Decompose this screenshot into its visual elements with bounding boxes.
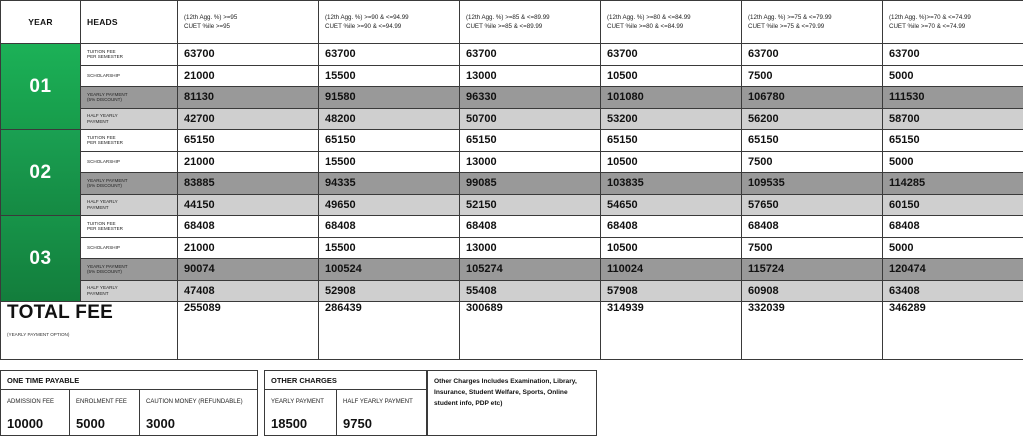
year-01-yearly-row [1, 87, 1023, 109]
year-cell [1, 130, 81, 216]
fee-value: 68408 [601, 216, 742, 238]
charge-cell [140, 390, 257, 436]
fee-value: 100524 [319, 259, 460, 281]
criteria-cuet: CUET %ile >=85 & <=89.99 [466, 23, 543, 30]
fee-value: 68408 [742, 216, 883, 238]
charge-cell [70, 390, 140, 436]
criteria-cuet: CUET %ile >=90 & <=94.99 [325, 23, 402, 30]
fee-value: 94335 [319, 173, 460, 195]
row-head-scholarship: SCHOLARSHIP [81, 65, 178, 87]
year-cell [1, 216, 81, 302]
row-head-tuition: TUITION FEE PER SEMESTER [81, 44, 178, 66]
year-badge [1, 130, 80, 215]
other-charges-note [427, 370, 597, 436]
year-03-scholarship-row [1, 237, 1023, 259]
row-head-tuition: TUITION FEE PER SEMESTER [81, 130, 178, 152]
total-fee-value: 286439 [319, 302, 460, 360]
fee-value: 90074 [178, 259, 319, 281]
fee-value: 13000 [460, 65, 601, 87]
charge-value: 18500 [271, 416, 308, 431]
fee-value: 52908 [319, 280, 460, 302]
fee-value: 65150 [883, 130, 1023, 152]
criteria-agg: (12th Agg. %) >=80 & <=84.99 [607, 14, 691, 21]
fee-value: 57650 [742, 194, 883, 216]
total-fee-row [1, 302, 1023, 360]
year-badge [1, 216, 80, 301]
fee-value: 68408 [460, 216, 601, 238]
fee-value: 65150 [601, 130, 742, 152]
fee-value: 96330 [460, 87, 601, 109]
criteria-header-2 [319, 1, 460, 44]
year-01-scholarship-row [1, 65, 1023, 87]
fee-value: 21000 [178, 65, 319, 87]
fee-value: 55408 [460, 280, 601, 302]
year-01-half-row [1, 108, 1023, 130]
criteria-header-3 [460, 1, 601, 44]
row-head-half: HALF YEARLY PAYMENT [81, 108, 178, 130]
row-head-tuition: TUITION FEE PER SEMESTER [81, 216, 178, 238]
fee-value: 114285 [883, 173, 1023, 195]
fee-value: 110024 [601, 259, 742, 281]
total-fee-value: 346289 [883, 302, 1023, 360]
fee-value: 65150 [460, 130, 601, 152]
total-fee-label-cell [1, 302, 178, 360]
criteria-header-6 [883, 1, 1023, 44]
row-head-yearly: YEARLY PAYMENT (5% DISCOUNT) [81, 173, 178, 195]
fee-value: 120474 [883, 259, 1023, 281]
criteria-agg: (12th Agg. %)>=70 & <=74.99 [889, 14, 971, 21]
charge-label: YEARLY PAYMENT [271, 399, 324, 405]
fee-value: 65150 [319, 130, 460, 152]
charge-value: 10000 [7, 416, 44, 431]
fee-value: 65150 [742, 130, 883, 152]
year-03-tuition-row [1, 216, 1023, 238]
charge-label: ADMISSION FEE [7, 399, 55, 405]
fee-value: 68408 [319, 216, 460, 238]
fee-value: 10500 [601, 237, 742, 259]
charge-value: 5000 [76, 416, 105, 431]
total-fee-title: TOTAL FEE [7, 302, 114, 323]
charge-cell [1, 390, 70, 436]
other-charges-note-text: Other Charges Includes Examination, Library, Insurance, Student Welfare, Sports, Online student info, PDP etc) [434, 378, 577, 407]
fee-value: 56200 [742, 108, 883, 130]
year-02-half-row [1, 194, 1023, 216]
other-charges-box [264, 370, 427, 436]
fee-value: 109535 [742, 173, 883, 195]
row-head-scholarship: SCHOLARSHIP [81, 151, 178, 173]
fee-value: 63700 [178, 44, 319, 66]
charge-label: HALF YEARLY PAYMENT [343, 399, 413, 405]
fee-value: 10500 [601, 65, 742, 87]
total-fee-value: 332039 [742, 302, 883, 360]
fee-value: 15500 [319, 65, 460, 87]
row-head-scholarship: SCHOLARSHIP [81, 237, 178, 259]
fee-value: 103835 [601, 173, 742, 195]
criteria-header-1 [178, 1, 319, 44]
fee-value: 5000 [883, 237, 1023, 259]
fee-value: 58700 [883, 108, 1023, 130]
fee-value: 5000 [883, 65, 1023, 87]
fee-value: 57908 [601, 280, 742, 302]
year-02-tuition-row [1, 130, 1023, 152]
fee-value: 68408 [883, 216, 1023, 238]
one-time-payable-box [0, 370, 258, 436]
fee-value: 42700 [178, 108, 319, 130]
fee-value: 60150 [883, 194, 1023, 216]
fee-value: 83885 [178, 173, 319, 195]
fee-value: 54650 [601, 194, 742, 216]
fee-value: 15500 [319, 151, 460, 173]
fee-value: 47408 [178, 280, 319, 302]
fee-value: 53200 [601, 108, 742, 130]
fee-value: 63700 [883, 44, 1023, 66]
fee-value: 50700 [460, 108, 601, 130]
fee-value: 5000 [883, 151, 1023, 173]
fee-value: 63700 [601, 44, 742, 66]
fee-value: 63700 [319, 44, 460, 66]
criteria-cuet: CUET %ile >=75 & <=79.99 [748, 23, 825, 30]
fee-value: 49650 [319, 194, 460, 216]
year-cell [1, 44, 81, 130]
fee-value: 48200 [319, 108, 460, 130]
fee-value: 7500 [742, 237, 883, 259]
row-head-yearly: YEARLY PAYMENT (5% DISCOUNT) [81, 259, 178, 281]
year-02-scholarship-row [1, 151, 1023, 173]
year-number: 03 [29, 247, 52, 269]
other-charges-title: OTHER CHARGES [265, 371, 426, 390]
fee-value: 10500 [601, 151, 742, 173]
fee-value: 44150 [178, 194, 319, 216]
criteria-header-4 [601, 1, 742, 44]
criteria-agg: (12th Agg. %) >=95 [184, 14, 238, 21]
fee-value: 21000 [178, 237, 319, 259]
fee-value: 63700 [742, 44, 883, 66]
fee-value: 91580 [319, 87, 460, 109]
fee-value: 13000 [460, 237, 601, 259]
criteria-cuet: CUET %ile >=70 & <=74.99 [889, 23, 966, 30]
criteria-cuet: CUET %ile >=80 & <=84.99 [607, 23, 684, 30]
fee-value: 60908 [742, 280, 883, 302]
fee-value: 13000 [460, 151, 601, 173]
total-fee-value: 314939 [601, 302, 742, 360]
charge-cell [265, 390, 337, 436]
total-fee-value: 300689 [460, 302, 601, 360]
year-03-half-row [1, 280, 1023, 302]
row-head-half: HALF YEARLY PAYMENT [81, 280, 178, 302]
fee-value: 7500 [742, 65, 883, 87]
fee-value: 7500 [742, 151, 883, 173]
fee-value: 68408 [178, 216, 319, 238]
one-time-payable-title: ONE TIME PAYABLE [1, 371, 257, 390]
charge-label: ENROLMENT FEE [76, 399, 127, 405]
fee-value: 105274 [460, 259, 601, 281]
fee-value: 63408 [883, 280, 1023, 302]
charge-value: 9750 [343, 416, 372, 431]
fee-value: 106780 [742, 87, 883, 109]
year-02-yearly-row [1, 173, 1023, 195]
fee-value: 115724 [742, 259, 883, 281]
fee-value: 65150 [178, 130, 319, 152]
year-01-tuition-row [1, 44, 1023, 66]
header-row [1, 1, 1023, 44]
fee-value: 52150 [460, 194, 601, 216]
fee-value: 63700 [460, 44, 601, 66]
year-badge [1, 44, 80, 129]
heads-column-header: HEADS [81, 1, 178, 44]
charge-value: 3000 [146, 416, 175, 431]
fee-value: 101080 [601, 87, 742, 109]
total-fee-subtitle: (YEARLY PAYMENT OPTION) [7, 332, 70, 337]
charge-cell [337, 390, 426, 436]
criteria-header-5 [742, 1, 883, 44]
fee-value: 111530 [883, 87, 1023, 109]
row-head-yearly: YEARLY PAYMENT (5% DISCOUNT) [81, 87, 178, 109]
year-number: 02 [29, 161, 52, 183]
criteria-cuet: CUET %ile >=95 [184, 23, 230, 30]
year-03-yearly-row [1, 259, 1023, 281]
charge-label: CAUTION MONEY (REFUNDABLE) [146, 399, 243, 405]
fee-value: 21000 [178, 151, 319, 173]
row-head-half: HALF YEARLY PAYMENT [81, 194, 178, 216]
total-fee-value: 255089 [178, 302, 319, 360]
year-column-header: YEAR [1, 1, 81, 44]
fee-value: 15500 [319, 237, 460, 259]
fee-value: 81130 [178, 87, 319, 109]
criteria-agg: (12th Agg. %) >=85 & <=89.99 [466, 14, 550, 21]
fee-value: 99085 [460, 173, 601, 195]
criteria-agg: (12th Agg. %) >=75 & <=79.99 [748, 14, 832, 21]
year-number: 01 [29, 75, 52, 97]
criteria-agg: (12th Agg. %) >=90 & <=94.99 [325, 14, 409, 21]
